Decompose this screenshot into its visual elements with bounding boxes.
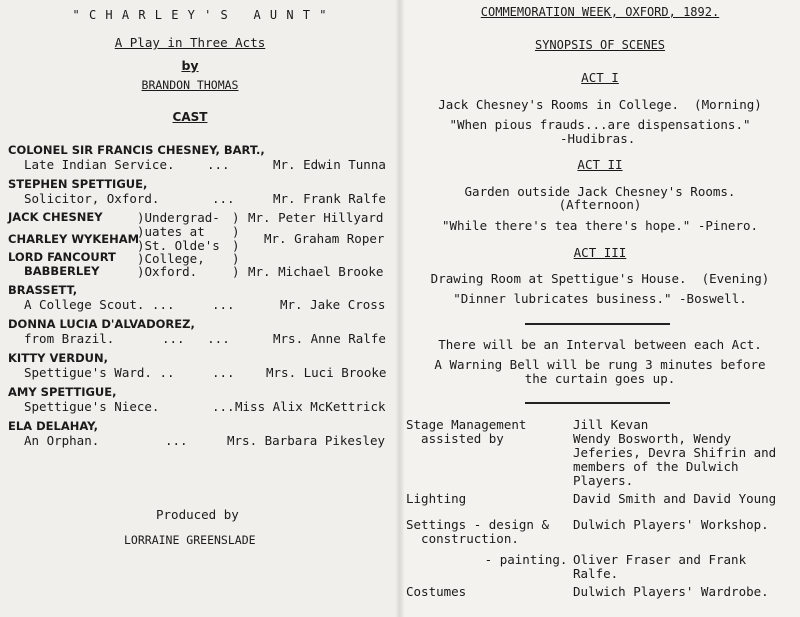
act-title: ACT II bbox=[577, 157, 623, 172]
page-fold bbox=[396, 0, 404, 617]
credit-label: Costumes bbox=[406, 584, 467, 599]
cast-actor: Mr. Edwin Tunna bbox=[273, 157, 386, 172]
cast-role: DONNA LUCIA D'ALVADOREZ, bbox=[8, 317, 195, 331]
cast-role: BABBERLEY bbox=[24, 264, 100, 278]
credit-value: Oliver Fraser and Frank bbox=[573, 552, 747, 567]
commemoration-header: COMMEMORATION WEEK, OXFORD, 1892. bbox=[480, 5, 720, 19]
cast-actor: Mr. Graham Roper bbox=[264, 231, 385, 246]
group-bracket: ) bbox=[232, 251, 240, 266]
cast-desc: Late Indian Service. bbox=[24, 157, 175, 172]
play-subtitle: A Play in Three Acts bbox=[114, 35, 266, 50]
play-title: " C H A R L E Y ' S A U N T " bbox=[72, 8, 328, 22]
cast-actor: Mrs. Luci Brooke bbox=[266, 365, 387, 380]
credit-label: construction. bbox=[406, 531, 519, 546]
cast-role: JACK CHESNEY bbox=[8, 210, 103, 224]
act-title: ACT III bbox=[573, 245, 627, 260]
cast-desc: A College Scout. ... bbox=[24, 297, 175, 312]
group-bracket: ) bbox=[232, 210, 240, 225]
by-label: by bbox=[181, 58, 199, 73]
act-scene: Jack Chesney's Rooms in College. (Morning) bbox=[438, 97, 762, 112]
cast-dots: ... bbox=[165, 433, 188, 448]
group-bracket: )Oxford. bbox=[137, 264, 198, 279]
group-bracket: ) bbox=[232, 224, 240, 239]
cast-role: LORD FANCOURT bbox=[8, 250, 116, 264]
cast-role: KITTY VERDUN, bbox=[8, 351, 108, 365]
right-page bbox=[400, 0, 800, 617]
cast-actor: Mrs. Anne Ralfe bbox=[273, 331, 386, 346]
cast-actor: Miss Alix McKettrick bbox=[235, 399, 386, 414]
cast-desc: Spettigue's Niece. bbox=[24, 399, 160, 414]
cast-dots: ... bbox=[207, 157, 230, 172]
author-name: BRANDON THOMAS bbox=[141, 78, 239, 92]
act-quote-source: -Hudibras. bbox=[560, 131, 636, 146]
cast-desc: Spettigue's Ward. .. bbox=[24, 365, 175, 380]
group-bracket: )Undergrad- bbox=[137, 210, 220, 225]
cast-actor: Mr. Jake Cross bbox=[280, 297, 386, 312]
cast-actor: Mrs. Barbara Pikesley bbox=[227, 433, 386, 448]
bell-note: the curtain goes up. bbox=[524, 371, 676, 386]
cast-dots: ... bbox=[212, 399, 235, 414]
cast-dots: ... bbox=[212, 365, 235, 380]
credit-value: Ralfe. bbox=[573, 566, 619, 581]
credit-value: Jeferies, Devra Shifrin and bbox=[573, 445, 777, 460]
divider bbox=[525, 323, 670, 325]
credit-value: Players. bbox=[573, 473, 634, 488]
credit-label: assisted by bbox=[406, 431, 504, 446]
cast-dots: ... bbox=[212, 297, 235, 312]
credit-value: Dulwich Players' Workshop. bbox=[573, 517, 769, 532]
act-scene-time: (Afternoon) bbox=[558, 197, 642, 212]
cast-actor: Mr. Peter Hillyard bbox=[248, 210, 384, 225]
cast-actor: Mr. Michael Brooke bbox=[248, 264, 384, 279]
group-bracket: )uates at bbox=[137, 224, 205, 239]
interval-note: There will be an Interval between each Act. bbox=[438, 337, 762, 352]
cast-role: AMY SPETTIGUE, bbox=[8, 385, 117, 399]
cast-desc: from Brazil. bbox=[24, 331, 115, 346]
act-quote: "When pious frauds...are dispensations." bbox=[449, 117, 751, 132]
group-bracket: ) bbox=[232, 238, 240, 253]
credit-label: Settings - design & bbox=[406, 517, 549, 532]
synopsis-heading: SYNOPSIS OF SCENES bbox=[534, 38, 666, 52]
cast-desc: Solicitor, Oxford. bbox=[24, 191, 160, 206]
credit-value: members of the Dulwich bbox=[573, 459, 739, 474]
credit-label: Lighting bbox=[406, 491, 467, 506]
cast-dots: ... ... bbox=[162, 331, 230, 346]
cast-role: CHARLEY WYKEHAM bbox=[8, 232, 140, 246]
group-bracket: ) bbox=[232, 264, 240, 279]
credit-label: - painting. bbox=[432, 552, 568, 567]
group-bracket: )St. Olde's bbox=[137, 238, 220, 253]
cast-heading: CAST bbox=[172, 110, 208, 124]
cast-desc: An Orphan. bbox=[24, 433, 100, 448]
act-quote: "Dinner lubricates business." -Boswell. bbox=[453, 291, 747, 306]
act-title: ACT I bbox=[581, 70, 619, 85]
divider bbox=[525, 402, 670, 404]
bell-note: A Warning Bell will be rung 3 minutes before bbox=[434, 357, 766, 372]
act-quote: "While there's tea there's hope." -Pinero. bbox=[441, 218, 759, 233]
credit-value: Wendy Bosworth, Wendy bbox=[573, 431, 732, 446]
cast-role: COLONEL SIR FRANCIS CHESNEY, BART., bbox=[8, 143, 265, 157]
act-scene: Drawing Room at Spettigue's House. (Evening) bbox=[430, 271, 770, 286]
cast-actor: Mr. Frank Ralfe bbox=[273, 191, 386, 206]
credit-value: David Smith and David Young bbox=[573, 491, 777, 506]
group-bracket: )College, bbox=[137, 251, 205, 266]
cast-dots: ... bbox=[212, 191, 235, 206]
credit-value: Dulwich Players' Wardrobe. bbox=[573, 584, 769, 599]
produced-by-label: Produced by bbox=[156, 507, 239, 522]
cast-role: ELA DELAHAY, bbox=[8, 419, 98, 433]
cast-role: STEPHEN SPETTIGUE, bbox=[8, 177, 148, 191]
act-scene: Garden outside Jack Chesney's Rooms. bbox=[464, 184, 736, 199]
credit-label: Stage Management bbox=[406, 417, 527, 432]
credit-value: Jill Kevan bbox=[573, 417, 649, 432]
producer-name: LORRAINE GREENSLADE bbox=[124, 533, 256, 547]
cast-role: BRASSETT, bbox=[8, 283, 78, 297]
